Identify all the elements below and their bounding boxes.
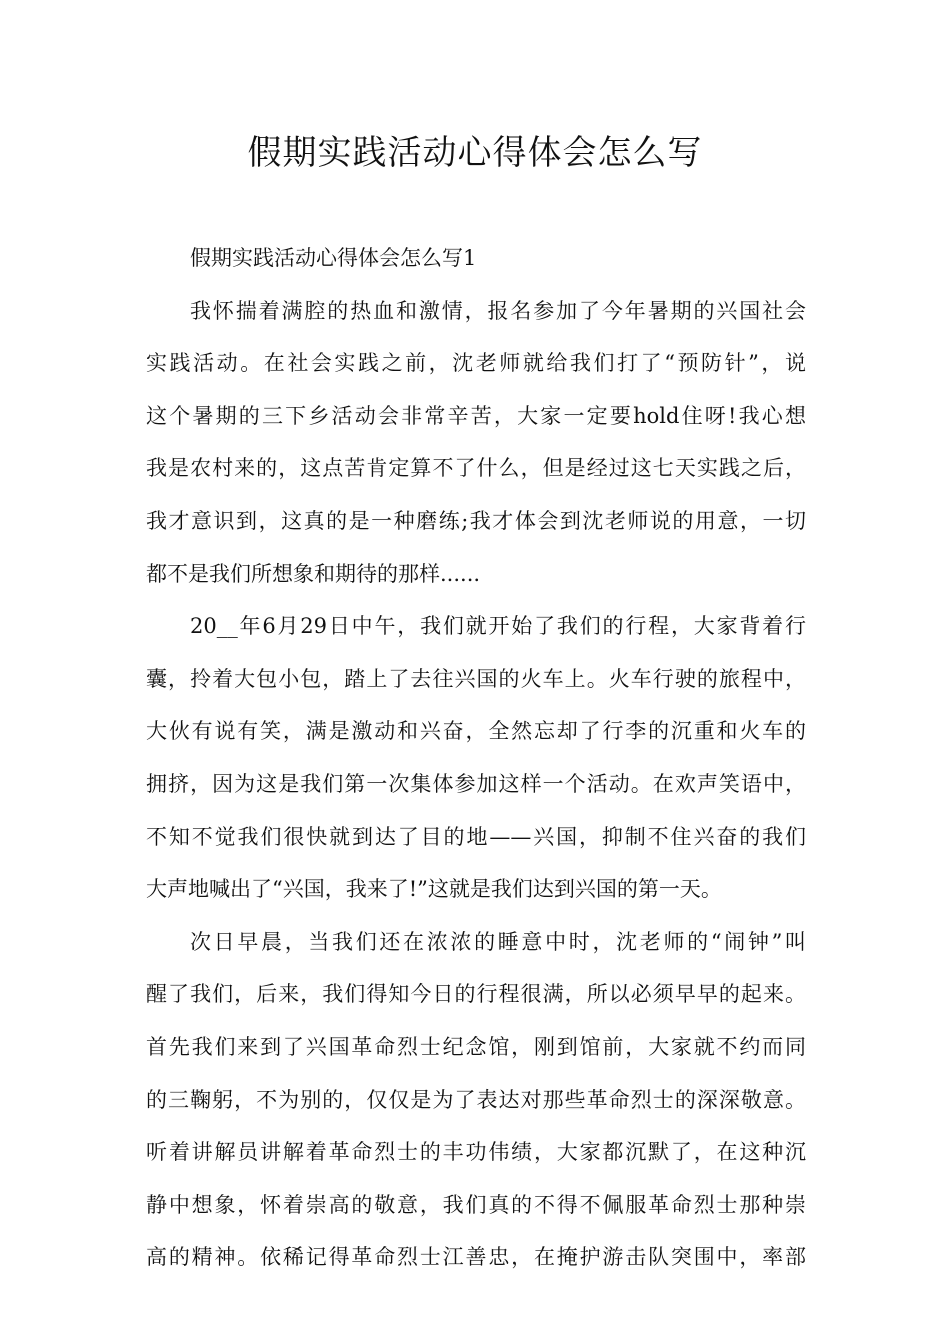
paragraph-line: 的三鞠躬，不为别的，仅仅是为了表达对那些革命烈士的深深敬意。 xyxy=(146,1087,806,1112)
document-body xyxy=(146,232,806,1284)
paragraph-line: 听着讲解员讲解着革命烈士的丰功伟绩，大家都沉默了，在这种沉 xyxy=(146,1140,806,1165)
paragraph-line: 静中想象，怀着崇高的敬意，我们真的不得不佩服革命烈士那种崇 xyxy=(146,1192,806,1217)
paragraph-line: 大声地喊出了“兴国，我来了!”这就是我们达到兴国的第一天。 xyxy=(146,877,722,902)
paragraph-line: 这个暑期的三下乡活动会非常辛苦，大家一定要hold住呀!我心想 xyxy=(146,403,806,428)
paragraph-line: 囊，拎着大包小包，踏上了去往兴国的火车上。火车行驶的旅程中， xyxy=(146,666,806,691)
paragraph-line: 我是农村来的，这点苦肯定算不了什么，但是经过这七天实践之后， xyxy=(146,456,806,481)
paragraph-line: 醒了我们，后来，我们得知今日的行程很满，所以必须早早的起来。 xyxy=(146,982,806,1007)
paragraph-line: 高的精神。依稀记得革命烈士江善忠，在掩护游击队突围中，率部 xyxy=(146,1245,806,1270)
paragraph-line: 20__年6月29日中午，我们就开始了我们的行程，大家背着行 xyxy=(190,614,806,639)
paragraph-line: 次日早晨，当我们还在浓浓的睡意中时，沈老师的“闹钟”叫 xyxy=(190,929,806,954)
section-heading: 假期实践活动心得体会怎么写1 xyxy=(190,246,477,270)
paragraph-line: 拥挤，因为这是我们第一次集体参加这样一个活动。在欢声笑语中， xyxy=(146,771,806,796)
paragraph-line: 首先我们来到了兴国革命烈士纪念馆，刚到馆前，大家就不约而同 xyxy=(146,1034,806,1059)
paragraph-line: 都不是我们所想象和期待的那样...... xyxy=(146,561,481,586)
paragraph-line: 我才意识到，这真的是一种磨练;我才体会到沈老师说的用意，一切 xyxy=(146,508,806,533)
paragraph-line: 我怀揣着满腔的热血和激情，报名参加了今年暑期的兴国社会 xyxy=(190,298,806,323)
document-title: 假期实践活动心得体会怎么写 xyxy=(247,133,703,173)
paragraph-line: 大伙有说有笑，满是激动和兴奋，全然忘却了行李的沉重和火车的 xyxy=(146,719,806,744)
paragraph-line: 不知不觉我们很快就到达了目的地——兴国，抑制不住兴奋的我们 xyxy=(146,824,806,849)
paragraph-line: 实践活动。在社会实践之前，沈老师就给我们打了“预防针”，说 xyxy=(146,351,806,376)
